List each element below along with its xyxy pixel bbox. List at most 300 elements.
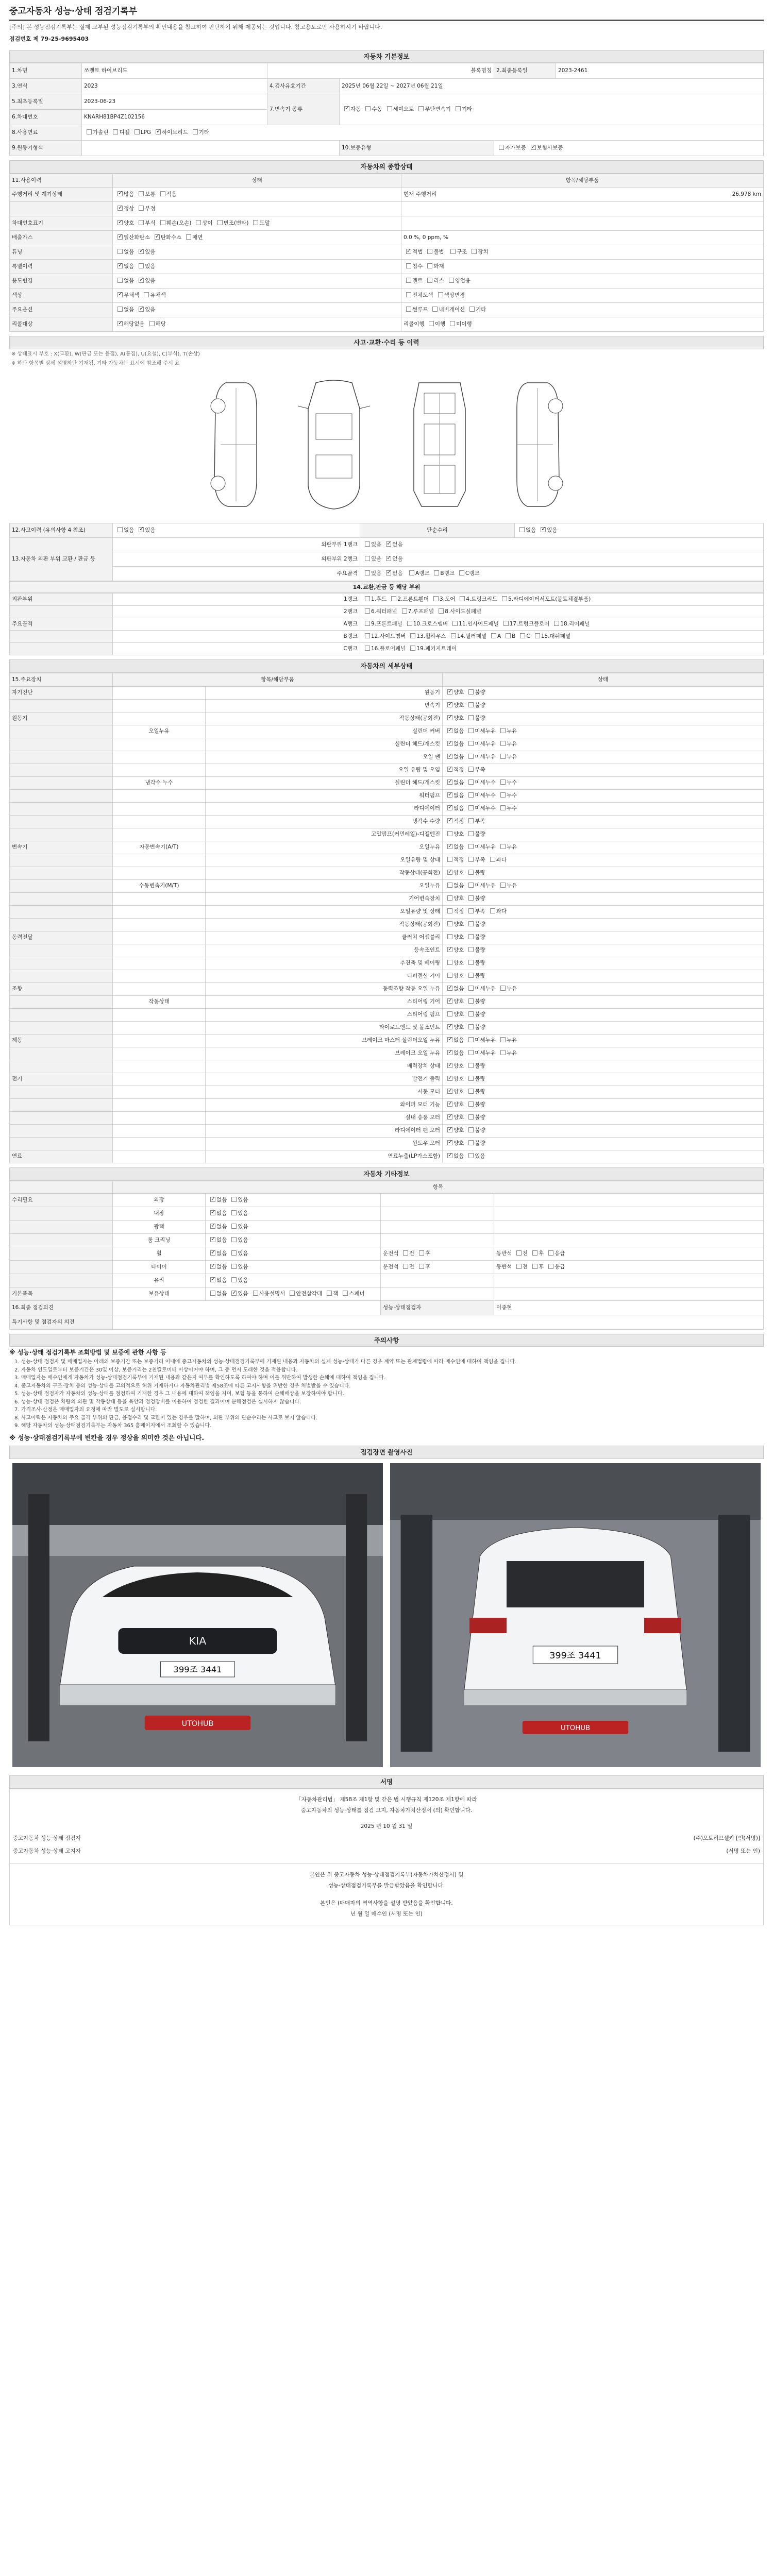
detail-option[interactable]: 양호 xyxy=(445,895,464,902)
detail-option[interactable]: ✓ 없음 xyxy=(445,779,464,786)
checkbox-icon[interactable] xyxy=(447,1089,452,1094)
checkbox-icon[interactable] xyxy=(468,857,474,862)
checkbox-icon[interactable] xyxy=(434,570,439,575)
checkbox-icon[interactable] xyxy=(160,191,165,196)
checkbox-icon[interactable] xyxy=(447,1101,452,1107)
checkbox-icon[interactable] xyxy=(468,1089,474,1094)
checkbox-icon[interactable] xyxy=(386,570,391,575)
detail-option[interactable]: 부족 xyxy=(466,857,485,863)
checkbox-icon[interactable] xyxy=(139,263,144,268)
checkbox-icon[interactable] xyxy=(468,702,474,707)
detail-option[interactable]: 누유 xyxy=(498,728,517,735)
detail-option[interactable]: 누유 xyxy=(498,1050,517,1057)
checkbox-icon[interactable] xyxy=(419,1250,424,1256)
checkbox-icon[interactable] xyxy=(447,844,452,849)
checkbox-icon[interactable] xyxy=(447,805,452,810)
detail-option[interactable]: 미세누유 xyxy=(466,741,496,748)
wheel-option[interactable]: 전 xyxy=(514,1264,528,1270)
checkbox-icon[interactable] xyxy=(210,1224,215,1229)
checkbox-icon[interactable] xyxy=(502,596,507,601)
wheel-option[interactable]: 후 xyxy=(416,1250,430,1257)
part-option[interactable]: 3.도어 xyxy=(431,596,455,603)
detail-option[interactable]: ✓ 없음 xyxy=(445,805,464,812)
wheel-option[interactable]: 전 xyxy=(514,1250,528,1257)
checkbox-icon[interactable] xyxy=(468,1024,474,1029)
checkbox-icon[interactable] xyxy=(447,986,452,991)
detail-option[interactable]: 불량 xyxy=(466,1127,485,1134)
etc-option[interactable]: 있음 xyxy=(229,1264,248,1270)
summary-option[interactable]: ✓ 있음 xyxy=(136,249,155,256)
checkbox-icon[interactable] xyxy=(456,106,461,111)
etc-option[interactable]: ✓ 없음 xyxy=(208,1264,227,1270)
etc-option[interactable]: 있음 xyxy=(229,1237,248,1244)
etc-option[interactable]: 잭 xyxy=(324,1291,338,1297)
detail-option[interactable]: 부족 xyxy=(466,908,485,915)
transmission-options-option[interactable]: ✓ 자동 xyxy=(342,106,361,113)
checkbox-icon[interactable] xyxy=(210,1197,215,1202)
transmission-options-option[interactable]: 세미오토 xyxy=(384,106,414,113)
checkbox-icon[interactable] xyxy=(468,1114,474,1120)
checkbox-icon[interactable] xyxy=(139,249,144,254)
part-option[interactable]: 1.후드 xyxy=(362,596,386,603)
checkbox-icon[interactable] xyxy=(156,129,161,134)
detail-option[interactable]: 미세누유 xyxy=(466,754,496,760)
detail-option[interactable]: ✓ 없음 xyxy=(445,986,464,992)
checkbox-icon[interactable] xyxy=(506,633,511,638)
etc-option[interactable]: 있음 xyxy=(229,1224,248,1230)
checkbox-icon[interactable] xyxy=(117,321,123,326)
checkbox-icon[interactable] xyxy=(406,292,411,297)
checkbox-icon[interactable] xyxy=(117,307,123,312)
summary-option[interactable]: ✓ 양호 xyxy=(115,220,134,227)
summary-sub-option[interactable]: 색상변경 xyxy=(435,292,465,299)
checkbox-icon[interactable] xyxy=(447,1024,452,1029)
summary-option[interactable]: ✓ 탄화수소 xyxy=(152,234,182,241)
checkbox-icon[interactable] xyxy=(500,728,506,733)
checkbox-icon[interactable] xyxy=(447,960,452,965)
summary-option[interactable]: ✓ 없음 xyxy=(115,263,134,270)
detail-option[interactable]: 미세누유 xyxy=(466,986,496,992)
summary-option[interactable]: 보통 xyxy=(136,191,155,198)
checkbox-icon[interactable] xyxy=(468,844,474,849)
checkbox-icon[interactable] xyxy=(193,129,198,134)
detail-option[interactable]: 누유 xyxy=(498,844,517,851)
checkbox-icon[interactable] xyxy=(447,779,452,785)
checkbox-icon[interactable] xyxy=(450,249,456,254)
checkbox-icon[interactable] xyxy=(447,767,452,772)
warranty-options-option[interactable]: ✓ 보험사보증 xyxy=(528,145,563,151)
checkbox-icon[interactable] xyxy=(460,596,465,601)
checkbox-icon[interactable] xyxy=(365,621,370,626)
summary-sub-option[interactable]: 리스 xyxy=(425,278,444,284)
checkbox-icon[interactable] xyxy=(155,234,160,240)
summary-option[interactable]: ✓ 있음 xyxy=(136,278,155,284)
checkbox-icon[interactable] xyxy=(139,220,144,225)
checkbox-icon[interactable] xyxy=(231,1277,237,1282)
checkbox-icon[interactable] xyxy=(386,556,391,561)
checkbox-icon[interactable] xyxy=(500,779,506,785)
checkbox-icon[interactable] xyxy=(500,844,506,849)
etc-option[interactable]: ✓ 있음 xyxy=(229,1291,248,1297)
checkbox-icon[interactable] xyxy=(117,249,123,254)
summary-sub-option[interactable]: 썬루프 xyxy=(404,307,428,313)
checkbox-icon[interactable] xyxy=(468,908,474,913)
checkbox-icon[interactable] xyxy=(144,292,149,297)
checkbox-icon[interactable] xyxy=(469,307,475,312)
detail-option[interactable]: 없음 xyxy=(445,883,464,889)
detail-option[interactable]: 누수 xyxy=(498,805,517,812)
checkbox-icon[interactable] xyxy=(468,689,474,694)
checkbox-icon[interactable] xyxy=(139,191,144,196)
detail-option[interactable]: 부족 xyxy=(466,818,485,825)
part-option[interactable]: 19.패키지트레이 xyxy=(408,646,457,652)
checkbox-icon[interactable] xyxy=(210,1250,215,1256)
checkbox-icon[interactable] xyxy=(447,702,452,707)
part-option[interactable]: 10.크로스멤버 xyxy=(405,621,448,628)
checkbox-icon[interactable] xyxy=(402,608,407,614)
detail-option[interactable]: ✓ 적정 xyxy=(445,767,464,773)
detail-option[interactable]: 불량 xyxy=(466,1101,485,1108)
checkbox-icon[interactable] xyxy=(117,292,123,297)
detail-option[interactable]: 불량 xyxy=(466,870,485,876)
checkbox-icon[interactable] xyxy=(429,321,434,326)
checkbox-icon[interactable] xyxy=(231,1210,237,1215)
checkbox-icon[interactable] xyxy=(439,608,444,614)
checkbox-icon[interactable] xyxy=(468,818,474,823)
checkbox-icon[interactable] xyxy=(447,741,452,746)
detail-option[interactable]: 미세누유 xyxy=(466,728,496,735)
etc-option[interactable]: ✓ 없음 xyxy=(208,1277,227,1284)
opt-option[interactable]: 있음 xyxy=(362,570,381,577)
summary-sub-option[interactable]: 구조 xyxy=(448,249,467,256)
checkbox-icon[interactable] xyxy=(447,792,452,798)
etc-option[interactable]: 있음 xyxy=(229,1210,248,1217)
etc-option[interactable]: 있음 xyxy=(229,1277,248,1284)
detail-option[interactable]: 불량 xyxy=(466,921,485,928)
summary-sub-option[interactable]: ✓ 적법 xyxy=(404,249,423,256)
checkbox-icon[interactable] xyxy=(438,292,443,297)
summary-sub-option[interactable]: 내비게이션 xyxy=(430,307,465,313)
detail-option[interactable]: ✓ 양호 xyxy=(445,947,464,954)
checkbox-icon[interactable] xyxy=(418,106,424,111)
detail-option[interactable]: 미세누수 xyxy=(466,779,496,786)
wheel-option[interactable]: 전 xyxy=(400,1264,414,1270)
detail-option[interactable]: 미세누수 xyxy=(466,805,496,812)
checkbox-icon[interactable] xyxy=(217,220,223,225)
part-option[interactable]: 7.루프패널 xyxy=(399,608,434,615)
detail-option[interactable]: 양호 xyxy=(445,1011,464,1018)
accident-options-option[interactable]: 없음 xyxy=(115,527,134,534)
rank-option[interactable]: C랭크 xyxy=(457,570,480,577)
detail-option[interactable]: ✓ 없음 xyxy=(445,1037,464,1044)
checkbox-icon[interactable] xyxy=(468,934,474,939)
detail-option[interactable]: 있음 xyxy=(466,1153,485,1160)
checkbox-icon[interactable] xyxy=(468,767,474,772)
checkbox-icon[interactable] xyxy=(447,1050,452,1055)
summary-option[interactable]: 부정 xyxy=(136,206,155,212)
summary-option[interactable]: ✓ 있음 xyxy=(136,307,155,313)
detail-option[interactable]: ✓ 없음 xyxy=(445,754,464,760)
etc-option[interactable]: 사용설명서 xyxy=(250,1291,285,1297)
summary-option[interactable]: 적음 xyxy=(158,191,177,198)
checkbox-icon[interactable] xyxy=(231,1224,237,1229)
detail-option[interactable]: ✓ 양호 xyxy=(445,1024,464,1031)
detail-option[interactable]: ✓ 없음 xyxy=(445,844,464,851)
checkbox-icon[interactable] xyxy=(117,220,123,225)
checkbox-icon[interactable] xyxy=(468,1140,474,1145)
part-option[interactable]: 18.리어패널 xyxy=(551,621,590,628)
checkbox-icon[interactable] xyxy=(468,1050,474,1055)
checkbox-icon[interactable] xyxy=(447,1140,452,1145)
summary-option[interactable]: 없음 xyxy=(115,249,134,256)
detail-option[interactable]: 누유 xyxy=(498,741,517,748)
checkbox-icon[interactable] xyxy=(468,1063,474,1068)
detail-option[interactable]: ✓ 양호 xyxy=(445,1127,464,1134)
summary-option[interactable]: ✓ 많음 xyxy=(115,191,134,198)
etc-option[interactable]: ✓ 없음 xyxy=(208,1250,227,1257)
summary-option[interactable]: ✓정상 xyxy=(115,206,134,212)
detail-option[interactable]: ✓ 양호 xyxy=(445,689,464,696)
summary-option[interactable]: 매연 xyxy=(183,234,203,241)
checkbox-icon[interactable] xyxy=(468,805,474,810)
wheel-option[interactable]: 전 xyxy=(400,1250,414,1257)
checkbox-icon[interactable] xyxy=(447,1011,452,1016)
detail-option[interactable]: 과다 xyxy=(488,857,507,863)
checkbox-icon[interactable] xyxy=(365,106,371,111)
detail-option[interactable]: 미세누유 xyxy=(466,1050,496,1057)
checkbox-icon[interactable] xyxy=(160,220,165,225)
checkbox-icon[interactable] xyxy=(231,1291,237,1296)
checkbox-icon[interactable] xyxy=(447,728,452,733)
detail-option[interactable]: ✓ 양호 xyxy=(445,998,464,1005)
warranty-options-option[interactable]: 자가보증 xyxy=(496,145,526,151)
checkbox-icon[interactable] xyxy=(447,1063,452,1068)
checkbox-icon[interactable] xyxy=(253,220,258,225)
part-option[interactable]: 14.필러패널 xyxy=(448,633,486,640)
checkbox-icon[interactable] xyxy=(535,633,540,638)
checkbox-icon[interactable] xyxy=(344,106,349,111)
part-option[interactable]: 11.인사이드패널 xyxy=(450,621,499,628)
checkbox-icon[interactable] xyxy=(468,1153,474,1158)
etc-option[interactable]: 스패너 xyxy=(340,1291,364,1297)
checkbox-icon[interactable] xyxy=(490,908,495,913)
checkbox-icon[interactable] xyxy=(468,779,474,785)
detail-option[interactable]: ✓ 양호 xyxy=(445,870,464,876)
checkbox-icon[interactable] xyxy=(447,818,452,823)
checkbox-icon[interactable] xyxy=(447,689,452,694)
detail-option[interactable]: 누유 xyxy=(498,1037,517,1044)
wheel-option[interactable]: 응급 xyxy=(546,1250,565,1257)
summary-sub-option[interactable]: 렌트 xyxy=(404,278,423,284)
summary-option[interactable]: 부식 xyxy=(136,220,155,227)
checkbox-icon[interactable] xyxy=(468,1076,474,1081)
etc-option[interactable]: 없음 xyxy=(208,1291,227,1297)
summary-sub-option[interactable]: 불법 xyxy=(425,249,444,256)
checkbox-icon[interactable] xyxy=(451,633,456,638)
checkbox-icon[interactable] xyxy=(139,307,144,312)
detail-option[interactable]: 불량 xyxy=(466,1011,485,1018)
detail-option[interactable]: 양호 xyxy=(445,831,464,838)
checkbox-icon[interactable] xyxy=(135,129,140,134)
detail-option[interactable]: ✓ 양호 xyxy=(445,1089,464,1095)
checkbox-icon[interactable] xyxy=(186,234,191,240)
detail-option[interactable]: ✓ 양호 xyxy=(445,702,464,709)
checkbox-icon[interactable] xyxy=(365,570,370,575)
checkbox-icon[interactable] xyxy=(406,263,411,268)
detail-option[interactable]: 미세누유 xyxy=(466,883,496,889)
checkbox-icon[interactable] xyxy=(447,998,452,1004)
part-option[interactable]: 4.트렁크리드 xyxy=(457,596,497,603)
checkbox-icon[interactable] xyxy=(500,792,506,798)
part-option[interactable]: 9.프론트패널 xyxy=(362,621,402,628)
summary-sub-option[interactable]: 전체도색 xyxy=(404,292,433,299)
checkbox-icon[interactable] xyxy=(139,527,144,532)
summary-sub-option[interactable]: 이행 xyxy=(426,321,445,328)
detail-option[interactable]: ✓ 없음 xyxy=(445,1153,464,1160)
checkbox-icon[interactable] xyxy=(210,1264,215,1269)
checkbox-icon[interactable] xyxy=(231,1264,237,1269)
detail-option[interactable]: 누유 xyxy=(498,883,517,889)
detail-option[interactable]: 불량 xyxy=(466,1114,485,1121)
detail-option[interactable]: ✓ 양호 xyxy=(445,1101,464,1108)
checkbox-icon[interactable] xyxy=(447,1037,452,1042)
detail-option[interactable]: 누수 xyxy=(498,792,517,799)
detail-option[interactable]: ✓ 없음 xyxy=(445,728,464,735)
etc-option[interactable]: ✓ 없음 xyxy=(208,1210,227,1217)
part-option[interactable]: 17.트렁크플로어 xyxy=(501,621,550,628)
checkbox-icon[interactable] xyxy=(387,106,392,111)
outer1-options-option[interactable]: ✓ 없음 xyxy=(383,541,402,548)
simple-repair-options-option[interactable]: ✓ 있음 xyxy=(538,527,557,534)
detail-option[interactable]: 누유 xyxy=(498,754,517,760)
checkbox-icon[interactable] xyxy=(447,1076,452,1081)
checkbox-icon[interactable] xyxy=(447,1127,452,1132)
summary-sub-option[interactable]: 화재 xyxy=(425,263,444,270)
detail-option[interactable]: 미세누유 xyxy=(466,844,496,851)
rank-option[interactable]: B랭크 xyxy=(431,570,455,577)
outer2-options-option[interactable]: 있음 xyxy=(362,556,381,563)
checkbox-icon[interactable] xyxy=(449,278,454,283)
detail-option[interactable]: 불량 xyxy=(466,973,485,979)
checkbox-icon[interactable] xyxy=(406,278,411,283)
summary-option[interactable]: 해당 xyxy=(147,321,166,328)
checkbox-icon[interactable] xyxy=(433,596,439,601)
checkbox-icon[interactable] xyxy=(468,998,474,1004)
checkbox-icon[interactable] xyxy=(468,883,474,888)
checkbox-icon[interactable] xyxy=(468,728,474,733)
summary-sub-option[interactable]: 미이행 xyxy=(447,321,472,328)
checkbox-icon[interactable] xyxy=(447,831,452,836)
checkbox-icon[interactable] xyxy=(459,570,464,575)
transmission-options-option[interactable]: 수동 xyxy=(363,106,382,113)
checkbox-icon[interactable] xyxy=(210,1277,215,1282)
checkbox-icon[interactable] xyxy=(139,278,144,283)
summary-sub-option[interactable]: 기타 xyxy=(467,307,486,313)
checkbox-icon[interactable] xyxy=(500,986,506,991)
checkbox-icon[interactable] xyxy=(468,947,474,952)
part-option[interactable]: 8.사이드실패널 xyxy=(436,608,481,615)
checkbox-icon[interactable] xyxy=(500,883,506,888)
checkbox-icon[interactable] xyxy=(532,1264,537,1269)
detail-option[interactable]: 불량 xyxy=(466,702,485,709)
checkbox-icon[interactable] xyxy=(452,621,458,626)
checkbox-icon[interactable] xyxy=(500,741,506,746)
checkbox-icon[interactable] xyxy=(447,715,452,720)
simple-repair-options-option[interactable]: 없음 xyxy=(517,527,536,534)
checkbox-icon[interactable] xyxy=(491,633,496,638)
checkbox-icon[interactable] xyxy=(500,754,506,759)
summary-sub-option[interactable]: 장치 xyxy=(469,249,488,256)
fuel-options-option[interactable]: 가솔린 xyxy=(84,129,108,136)
checkbox-icon[interactable] xyxy=(447,934,452,939)
checkbox-icon[interactable] xyxy=(500,805,506,810)
checkbox-icon[interactable] xyxy=(516,1250,522,1256)
summary-option[interactable]: 훼손(오손) xyxy=(158,220,192,227)
detail-option[interactable]: 불량 xyxy=(466,1140,485,1147)
checkbox-icon[interactable] xyxy=(365,541,370,547)
checkbox-icon[interactable] xyxy=(548,1264,553,1269)
transmission-options-option[interactable]: 무단변속기 xyxy=(416,106,451,113)
summary-option[interactable]: 없음 xyxy=(115,307,134,313)
outer1-options-option[interactable]: 있음 xyxy=(362,541,381,548)
checkbox-icon[interactable] xyxy=(117,263,123,268)
checkbox-icon[interactable] xyxy=(468,715,474,720)
checkbox-icon[interactable] xyxy=(117,206,123,211)
checkbox-icon[interactable] xyxy=(327,1291,332,1296)
checkbox-icon[interactable] xyxy=(520,633,525,638)
checkbox-icon[interactable] xyxy=(427,278,432,283)
checkbox-icon[interactable] xyxy=(409,570,414,575)
checkbox-icon[interactable] xyxy=(403,1250,408,1256)
checkbox-icon[interactable] xyxy=(541,527,546,532)
wheel-option[interactable]: 후 xyxy=(416,1264,430,1270)
checkbox-icon[interactable] xyxy=(468,1037,474,1042)
rank-option[interactable]: A랭크 xyxy=(407,570,429,577)
detail-option[interactable]: ✓ 양호 xyxy=(445,1063,464,1070)
checkbox-icon[interactable] xyxy=(343,1291,348,1296)
summary-option[interactable]: 변조(변타) xyxy=(215,220,249,227)
checkbox-icon[interactable] xyxy=(410,646,415,651)
summary-option[interactable]: 도말 xyxy=(250,220,270,227)
checkbox-icon[interactable] xyxy=(210,1210,215,1215)
detail-option[interactable]: 불량 xyxy=(466,998,485,1005)
detail-option[interactable]: ✓ 양호 xyxy=(445,1140,464,1147)
checkbox-icon[interactable] xyxy=(403,1264,408,1269)
checkbox-icon[interactable] xyxy=(87,129,92,134)
detail-option[interactable]: 불량 xyxy=(466,1076,485,1082)
checkbox-icon[interactable] xyxy=(500,1037,506,1042)
checkbox-icon[interactable] xyxy=(432,307,438,312)
checkbox-icon[interactable] xyxy=(419,1264,424,1269)
detail-option[interactable]: ✓ 양호 xyxy=(445,1076,464,1082)
etc-option[interactable]: ✓ 없음 xyxy=(208,1197,227,1204)
checkbox-icon[interactable] xyxy=(468,741,474,746)
checkbox-icon[interactable] xyxy=(365,646,370,651)
checkbox-icon[interactable] xyxy=(531,145,536,150)
checkbox-icon[interactable] xyxy=(407,621,412,626)
part-option[interactable]: 6.쿼터패널 xyxy=(362,608,397,615)
detail-option[interactable]: 미세누유 xyxy=(466,1037,496,1044)
etc-option[interactable]: 안전삼각대 xyxy=(287,1291,322,1297)
checkbox-icon[interactable] xyxy=(117,527,123,532)
etc-option[interactable]: ✓ 없음 xyxy=(208,1224,227,1230)
checkbox-icon[interactable] xyxy=(468,1127,474,1132)
checkbox-icon[interactable] xyxy=(554,621,559,626)
checkbox-icon[interactable] xyxy=(406,307,411,312)
summary-option[interactable]: ✓ 해당없음 xyxy=(115,321,145,328)
detail-option[interactable]: ✓ 양호 xyxy=(445,715,464,722)
fuel-options-option[interactable]: 디젤 xyxy=(110,129,129,136)
